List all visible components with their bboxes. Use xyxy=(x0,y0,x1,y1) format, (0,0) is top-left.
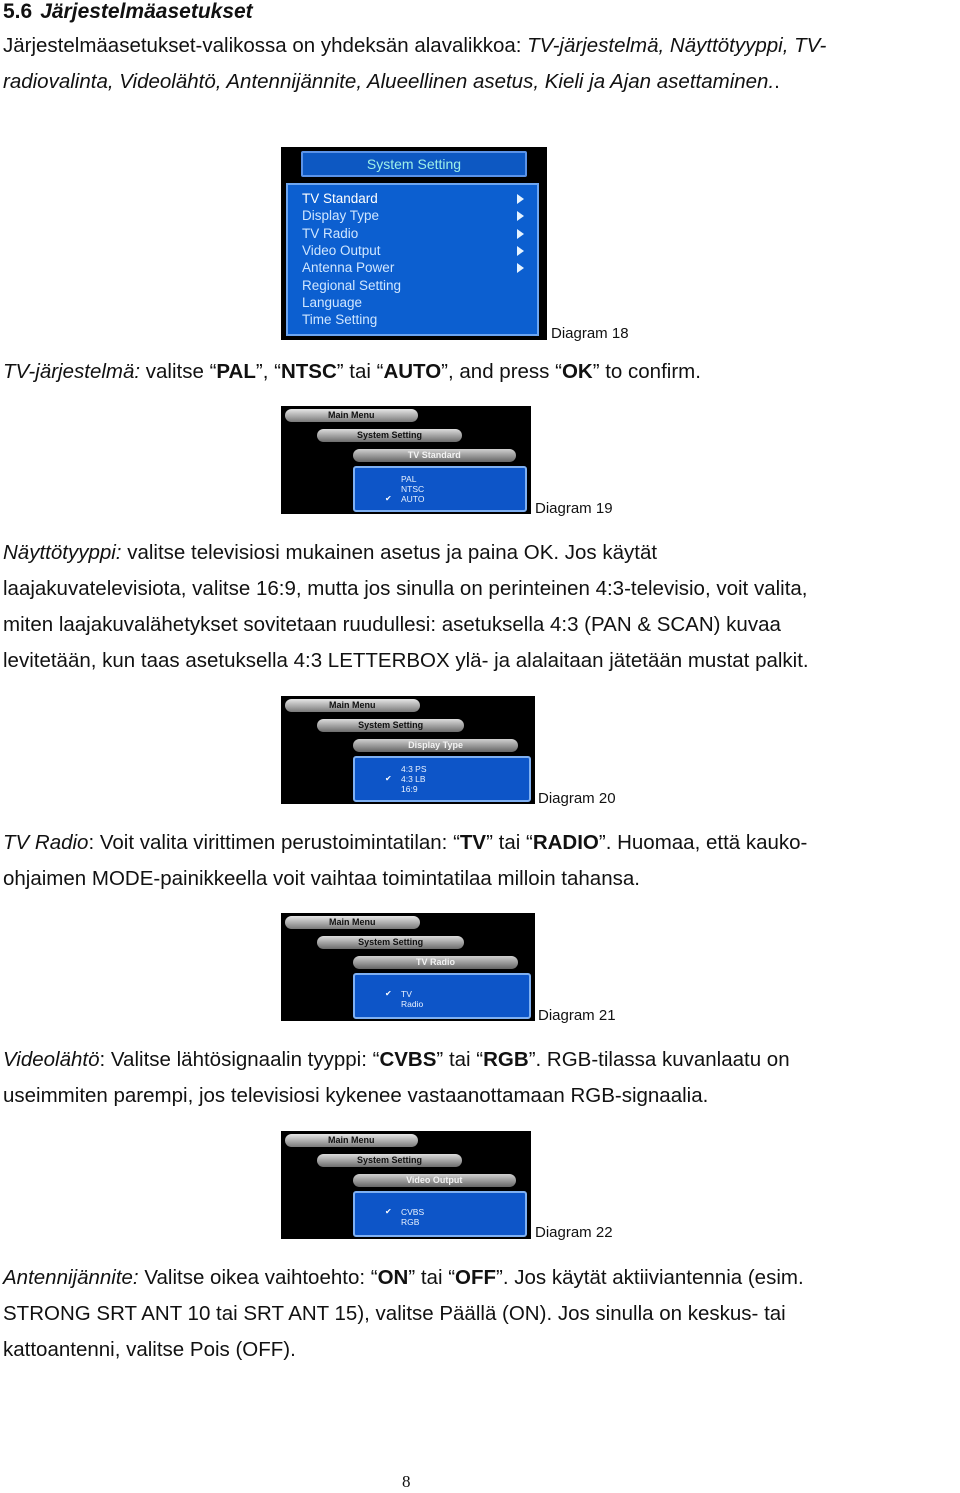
menu-item xyxy=(302,260,534,277)
checkmark-icon: ✔ xyxy=(385,774,392,783)
display-type-label: Näyttötyyppi: xyxy=(3,541,122,564)
diagram-22-screenshot xyxy=(281,1131,531,1239)
text: ”. RGB-tilassa kuvanlaatu on xyxy=(528,1048,790,1071)
option-label: 16:9 xyxy=(401,784,418,794)
system-setting-panel xyxy=(286,183,539,336)
cvbs-option: CVBS xyxy=(379,1048,437,1071)
menu-item-label: TV Standard xyxy=(302,191,378,206)
checkmark-icon: ✔ xyxy=(385,494,392,503)
intro-italic-2: radiovalinta, Videolähtö, Antennijännite, Alueellinen asetus, Kieli ja Ajan asettaminen. xyxy=(3,70,775,93)
system-setting-bar: System Setting xyxy=(317,429,462,442)
option-label: TV xyxy=(401,989,412,999)
off-option: OFF xyxy=(455,1266,497,1289)
section-number: 5.6 xyxy=(3,0,33,23)
diagram-18-caption: Diagram 18 xyxy=(551,325,629,342)
option-label: PAL xyxy=(401,474,417,484)
text: useimmiten parempi, jos televisiosi kykenee vastaanottamaan RGB-signaalia. xyxy=(3,1084,709,1107)
menu-item-label: Language xyxy=(302,294,363,310)
tv-option: TV xyxy=(459,831,487,854)
main-menu-bar: Main Menu xyxy=(285,409,418,422)
video-output-label: Videolähtö xyxy=(3,1048,100,1071)
intro-paragraph xyxy=(3,28,955,100)
submenu-arrow-icon xyxy=(517,263,524,273)
submenu-arrow-icon xyxy=(517,211,524,221)
auto-option: AUTO xyxy=(383,360,442,383)
pal-option: PAL xyxy=(216,360,256,383)
option-label: CVBS xyxy=(401,1207,425,1217)
text: levitetään, kun taas asetuksella 4:3 LETTERBOX ylä- ja alalaitaan jätetään mustat palkit. xyxy=(3,649,809,672)
text: ” tai “ xyxy=(436,1048,484,1071)
submenu-title-bar: TV Standard xyxy=(353,449,516,462)
ntsc-option: NTSC xyxy=(280,360,337,383)
radio-option: RADIO xyxy=(532,831,599,854)
menu-item xyxy=(302,243,534,260)
menu-item xyxy=(302,312,534,329)
on-option: ON xyxy=(377,1266,409,1289)
menu-item xyxy=(302,208,534,225)
section-title: Järjestelmäasetukset xyxy=(40,0,253,23)
ok-key: OK xyxy=(561,360,593,383)
menu-item-label: Time Setting xyxy=(302,312,378,328)
options-panel xyxy=(353,466,527,512)
submenu-title-bar: Display Type xyxy=(353,739,518,752)
option-label: 4:3 LB xyxy=(401,774,426,784)
tv-radio-label: TV Radio xyxy=(3,831,89,854)
menu-item-label: Regional Setting xyxy=(302,277,402,293)
tv-standard-label: TV-järjestelmä: xyxy=(3,360,141,383)
submenu-arrow-icon xyxy=(517,246,524,256)
intro-text: Järjestelmäasetukset-valikossa on yhdeksän alavalikkoa: xyxy=(3,34,528,57)
checkmark-icon: ✔ xyxy=(385,1207,392,1216)
main-menu-bar: Main Menu xyxy=(285,699,420,712)
diagram-21-screenshot xyxy=(281,913,535,1021)
diagram-18-screenshot xyxy=(281,147,547,340)
text: ” tai “ xyxy=(408,1266,456,1289)
text: ” to confirm. xyxy=(592,360,701,383)
intro-italic-1: TV-järjestelmä, Näyttötyyppi, TV- xyxy=(527,34,827,57)
option-label: RGB xyxy=(401,1217,420,1227)
video-output-paragraph xyxy=(3,1042,955,1114)
text: kattoantenni, valitse Pois (OFF). xyxy=(3,1338,296,1361)
option-label: AUTO xyxy=(401,494,425,504)
menu-item-label: Video Output xyxy=(302,242,381,258)
menu-item-label: TV Radio xyxy=(302,225,359,241)
menu-item-label: Display Type xyxy=(302,208,380,224)
text: ” tai “ xyxy=(336,360,384,383)
system-setting-bar: System Setting xyxy=(317,1154,462,1167)
main-menu-bar: Main Menu xyxy=(285,1134,418,1147)
option-label: 4:3 PS xyxy=(401,764,427,774)
text: valitse televisiosi mukainen asetus ja paina OK. Jos käytät xyxy=(121,541,658,564)
system-setting-header: System Setting xyxy=(301,151,527,177)
menu-item-label: Antenna Power xyxy=(302,260,395,276)
rgb-option: RGB xyxy=(483,1048,529,1071)
text: ”. Huomaa, että kauko- xyxy=(598,831,808,854)
text: STRONG SRT ANT 10 tai SRT ANT 15), valitse Päällä (ON). Jos sinulla on keskus- tai xyxy=(3,1302,786,1325)
text: : Valitse lähtösignaalin tyyppi: “ xyxy=(99,1048,380,1071)
option-label: Radio xyxy=(401,999,424,1009)
text: miten laajakuvalähetykset sovitetaan ruudullesi: asetuksella 4:3 (PAN & SCAN) kuvaa xyxy=(3,613,781,636)
text: ohjaimen MODE-painikkeella voit vaihtaa toimintatilaa milloin tahansa. xyxy=(3,867,640,890)
diagram-21-caption: Diagram 21 xyxy=(538,1007,616,1024)
options-panel xyxy=(353,973,531,1019)
tv-radio-paragraph xyxy=(3,825,955,897)
text: laajakuvatelevisiota, valitse 16:9, mutta jos sinulla on perinteinen 4:3-televisio, voit valita, xyxy=(3,577,808,600)
text: ”, and press “ xyxy=(441,360,562,383)
diagram-22-caption: Diagram 22 xyxy=(535,1224,613,1241)
diagram-19-caption: Diagram 19 xyxy=(535,500,613,517)
submenu-title-bar: TV Radio xyxy=(353,956,518,969)
text: valitse “ xyxy=(140,360,217,383)
main-menu-bar: Main Menu xyxy=(285,916,420,929)
system-setting-bar: System Setting xyxy=(317,719,464,732)
display-type-paragraph xyxy=(3,535,955,679)
diagram-19-screenshot xyxy=(281,406,531,514)
antenna-power-label: Antennijännite: xyxy=(3,1266,139,1289)
system-setting-bar: System Setting xyxy=(317,936,464,949)
option-label: NTSC xyxy=(401,484,425,494)
text: ”, “ xyxy=(255,360,281,383)
options-panel xyxy=(353,756,531,802)
menu-item xyxy=(302,295,534,312)
antenna-power-paragraph xyxy=(3,1260,955,1368)
text: ” tai “ xyxy=(486,831,533,854)
diagram-20-caption: Diagram 20 xyxy=(538,790,616,807)
intro-end: . xyxy=(774,70,780,93)
section-heading xyxy=(3,0,253,26)
page-number: 8 xyxy=(402,1472,411,1491)
options-panel xyxy=(353,1191,527,1237)
menu-item xyxy=(302,191,534,208)
checkmark-icon: ✔ xyxy=(385,989,392,998)
menu-item xyxy=(302,278,534,295)
submenu-title-bar: Video Output xyxy=(353,1174,516,1187)
diagram-20-screenshot xyxy=(281,696,535,804)
text: Valitse oikea vaihtoehto: “ xyxy=(138,1266,378,1289)
menu-item xyxy=(302,226,534,243)
tv-standard-paragraph xyxy=(3,354,955,390)
submenu-arrow-icon xyxy=(517,194,524,204)
text: : Voit valita virittimen perustoimintatilan: “ xyxy=(88,831,460,854)
submenu-arrow-icon xyxy=(517,229,524,239)
text: ”. Jos käytät aktiiviantennia (esim. xyxy=(496,1266,804,1289)
